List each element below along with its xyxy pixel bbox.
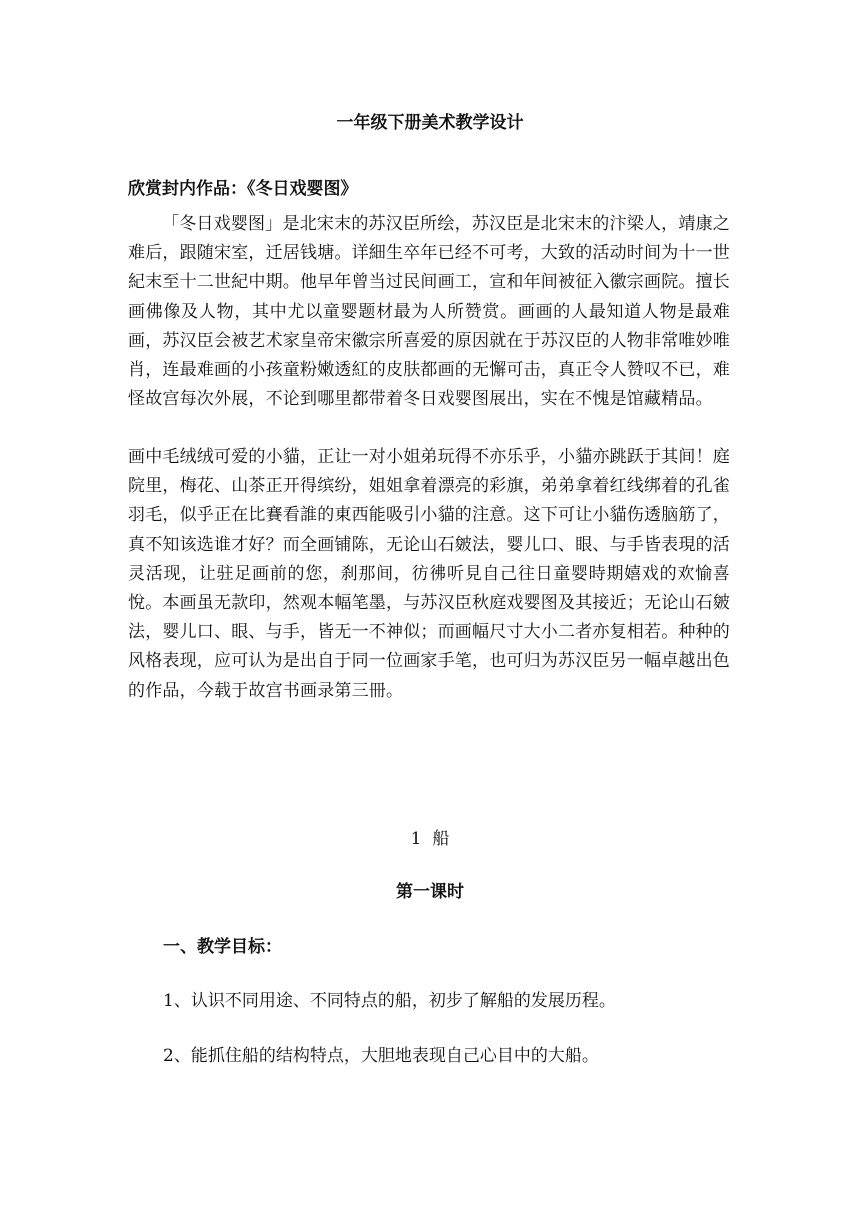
- lesson-title: 船: [432, 829, 450, 849]
- goal-item: 2、能抓住船的结构特点，大胆地表现自己心目中的大船。: [163, 1046, 599, 1066]
- paragraph-artwork-intro: 「冬日戏婴图」是北宋末的苏汉臣所绘，苏汉臣是北宋末的汴梁人，靖康之难后，跟随宋室，迁居钱塘。详細生卒年已经不可考，大致的活动时间为十一世紀末至十二世紀中期。他早年曾当过民间画工，宣和年间被征入徽宗画院。擅长画佛像及人物，其中尤以童婴题材最为人所赞赏。画画的人最知道人物是最难画，苏汉臣会被艺术家皇帝宋徽宗所喜爱的原因就在于苏汉臣的人物非常唯妙唯肖，连最难画的小孩童粉嫩透紅的皮肤都画的无懈可击，真正令人赞叹不已，难怪故宫每次外展，不论到哪里都带着冬日戏婴图展出，实在不愧是馆藏精品。: [128, 214, 730, 410]
- goal-item: 1、认识不同用途、不同特点的船，初步了解船的发展历程。: [163, 991, 616, 1011]
- paragraph-artwork-description: 画中毛绒绒可爱的小貓，正让一对小姐弟玩得不亦乐乎，小貓亦跳跃于其间！庭院里，梅花、山茶正开得缤纷，姐姐拿着漂亮的彩旗，弟弟拿着红线绑着的孔雀羽毛，似乎正在比賽看誰的東西能吸引小貓的注意。这下可让小貓伤透脑筋了，真不知该选谁才好？而全画铺陈，无论山石皴法，婴儿口、眼、与手皆表現的活灵活现，让驻足画前的您，刹那间，彷彿听見自己往日童婴時期嬉戏的欢愉喜悅。本画虽无款印，然观本幅笔墨，与苏汉臣秋庭戏婴图及其接近；无论山石皴法，婴儿口、眼、与手，皆无一不神似；而画幅尺寸大小二者亦复相若。种种的风格表现，应可认为是出自于同一位画家手笔，也可归为苏汉臣另一幅卓越出色的作品，今载于故宫书画录第三冊。: [128, 447, 730, 701]
- document-title: 一年级下册美术教学设计: [336, 113, 524, 133]
- period-heading: 第一课时: [396, 882, 464, 902]
- goals-heading: 一、教学目标：: [163, 937, 282, 957]
- section-heading: 欣赏封内作品：《冬日戏婴图》: [128, 179, 358, 199]
- lesson-heading: [0, 826, 860, 852]
- lesson-number: 1: [410, 829, 422, 849]
